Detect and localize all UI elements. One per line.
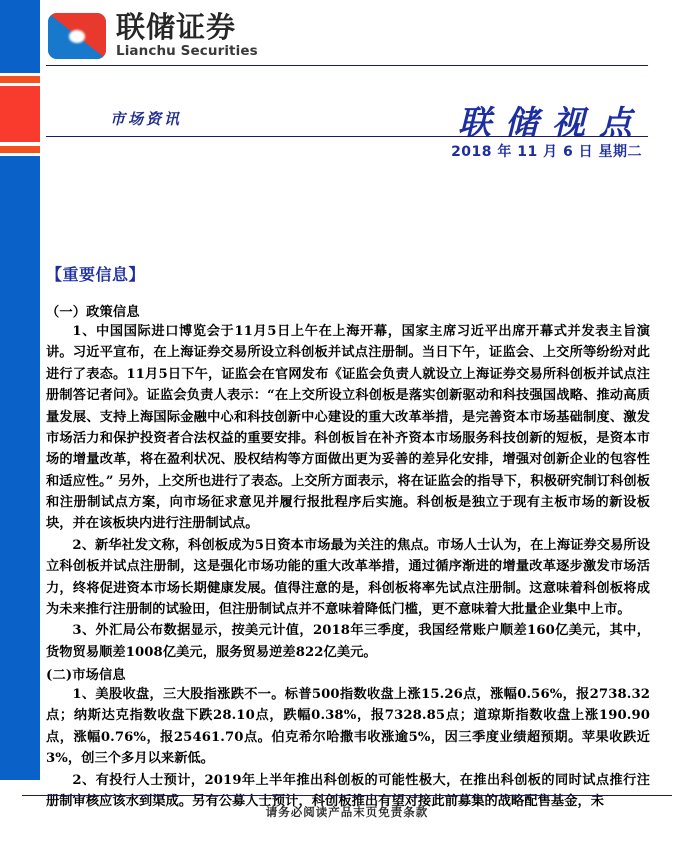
brand-name-block: [116, 10, 258, 60]
paragraph-policy-3: 3、外汇局公布数据显示，按美元计值，2018年三季度，我国经常账户顺差160亿美元，其中，货物贸易顺差1008亿美元，服务贸易逆差822亿美元。: [46, 623, 650, 660]
document-body: [46, 262, 650, 812]
brand-logo-row: [48, 8, 258, 64]
section-tag: 市场资讯: [110, 110, 183, 128]
footer-disclaimer: 请务必阅读产品末页免责条款: [265, 805, 429, 819]
paragraph-market-1: 1、美股收盘，三大股指涨跌不一。标普500指数收盘上涨15.26点，涨幅0.56%，报2738.32点；纳斯达克指数收盘下跌28.10点，跌幅0.38%，报7328.85点；道琼斯指数收盘上涨190.90点，涨幅0.76%，报25461.70点。伯克希尔哈撒韦收涨逾5%，因三季度业绩超预期。苹果收跌近3%，创三个多月以来新低。: [46, 687, 650, 767]
header-divider: [46, 65, 648, 66]
paragraph-market-2: 2、有投行人士预计，2019年上半年推出科创板的可能性极大，在推出科创板的同时试点推行注册制审核应该水到渠成。另有公募人士预计，科创板推出有望对接此前募集的战略配售基金，未: [46, 772, 650, 809]
logo-center-highlight: [69, 30, 85, 43]
page-title: 联储视点: [458, 103, 646, 142]
brand-name-cn: 联储证券: [116, 10, 237, 45]
decorative-bar-orange-upper: [0, 76, 40, 83]
important-info-heading: 【重要信息】: [46, 265, 146, 284]
decorative-bar-orange-lower: [0, 146, 40, 153]
paragraph-policy-2: 2、新华社发文称，科创板成为5日资本市场最为关注的焦点。市场人士认为，在上海证券交易所设立科创板并试点注册制，这是强化市场功能的重大改革举措，通过循序渐进的增量改革逐步激发市场活力，终将促进资本市场长期健康发展。值得注意的是，科创板将率先试点注册制。这意味着科创板将成为未来推行注册制的试验田，但注册制试点并不意味着降低门槛，更不意味着大批量企业集中上市。: [46, 537, 650, 617]
section-heading-market: (二)市场信息: [46, 668, 126, 683]
lianchu-bowtie-logo-icon: [48, 13, 106, 59]
decorative-bar-red: [0, 86, 40, 142]
footer-divider: [22, 795, 672, 796]
paragraph-policy-1: 1、中国国际进口博览会于11月5日上午在上海开幕，国家主席习近平出席开幕式并发表主旨演讲。习近平宣布，在上海证券交易所设立科创板并试点注册制。当日下午，证监会、上交所等纷纷对此进行了表态。11月5日下午，证监会在官网发布《证监会负责人就设立上海证券交易所科创板并试点注册制答记者问》。证监会负责人表示：“在上交所设立科创板是落实创新驱动和科技强国战略、推动高质量发展、支持上海国际金融中心和科技创新中心建设的重大改革举措，是完善资本市场基础制度、激发市场活力和保护投资者合法权益的重要安排。科创板旨在补齐资本市场服务科技创新的短板，是资本市场的增量改革，将在盈利状况、股权结构等方面做出更为妥善的差异化安排，增强对创新企业的包容性和适应性。” 另外，上交所也进行了表态。上交所方面表示，将在证监会的指导下，积极研究制订科创板和注册制试点方案，向市场征求意见并履行报批程序后实施。科创板是独立于现有主板市场的新设板块，并在该板块内进行注册制试点。: [46, 324, 650, 532]
decorative-bar-blue-top: [0, 0, 40, 73]
publish-date: 2018 年 11 月 6 日 星期二: [451, 144, 642, 160]
title-divider: [46, 136, 648, 137]
left-decorative-bars: [0, 0, 40, 842]
brand-name-en: Lianchu Securities: [116, 43, 258, 60]
decorative-bar-blue-main: [0, 156, 40, 780]
section-heading-policy: （一）政策信息: [46, 305, 140, 320]
